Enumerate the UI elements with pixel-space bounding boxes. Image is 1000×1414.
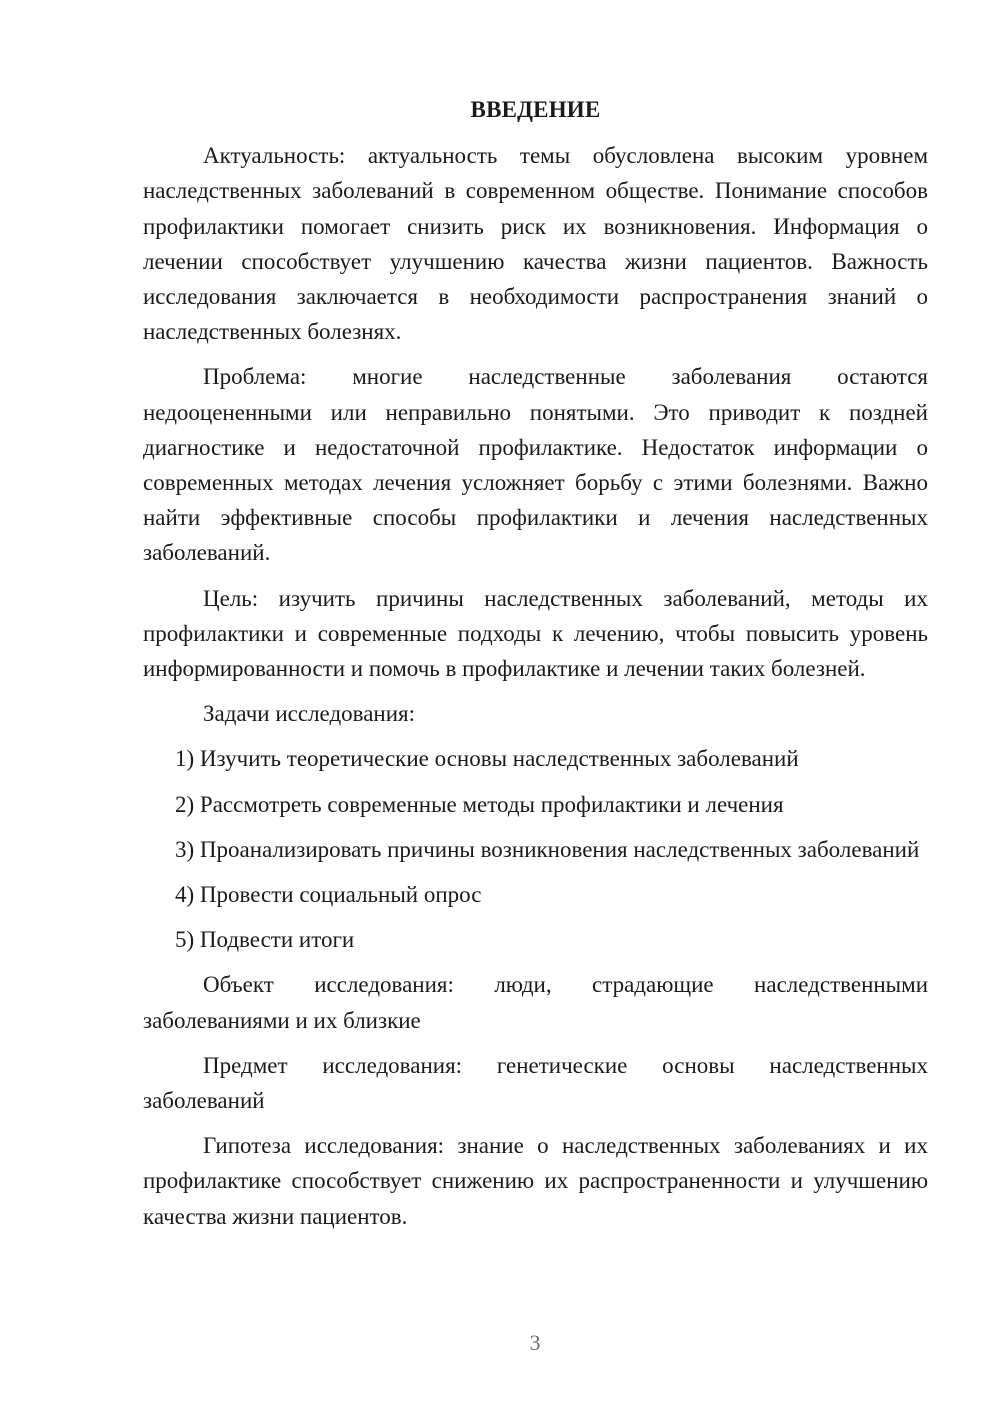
paragraph-object: Объект исследования: люди, страдающие наследственными заболеваниями и их близкие [143,972,928,1033]
task-item-2: 2) Рассмотреть современные методы профилактики и лечения [175,791,784,817]
task-item-4: 4) Провести социальный опрос [175,882,482,908]
page-number: 3 [529,1330,541,1355]
task-item-3: 3) Проанализировать причины возникновения наследственных заболеваний [175,836,920,862]
paragraph-tasks-heading: Задачи исследования: [203,701,416,727]
paragraph-goal: Цель: изучить причины наследственных заболеваний, методы их профилактики и современные подходы к лечению, чтобы повысить уровень информированности и помочь в профилактике и лечении таких болезней. [143,585,928,682]
paragraph-subject: Предмет исследования: генетические основы наследственных заболеваний [143,1052,928,1114]
paragraph-hypothesis: Гипотеза исследования: знание о наследственных заболеваниях и их профилактике способствует снижению их распространенности и улучшению качества жизни пациентов. [143,1133,928,1229]
task-item-5: 5) Подвести итоги [175,927,355,953]
paragraph-problem: Проблема: многие наследственные заболевания остаются недооцененными или неправильно понятыми. Это приводит к поздней диагностике и недостаточной профилактике. Недостаток информации о современных методах лечения усложняет борьбу с этими болезнями. Важно найти эффективные способы профилактики и лечения наследственных заболеваний. [143,364,928,566]
section-title: ВВЕДЕНИЕ [470,97,601,122]
task-item-1: 1) Изучить теоретические основы наследственных заболеваний [175,746,799,772]
page-content [143,92,928,1244]
paragraph-relevance: Актуальность: актуальность темы обусловлена высоким уровнем наследственных заболеваний в современном обществе. Понимание способов профилактики помогает снизить риск их возникновения. Информация о лечении способствует улучшению качества жизни пациентов. Важность исследования заключается в необходимости распространения знаний о наследственных болезнях. [143,143,928,345]
